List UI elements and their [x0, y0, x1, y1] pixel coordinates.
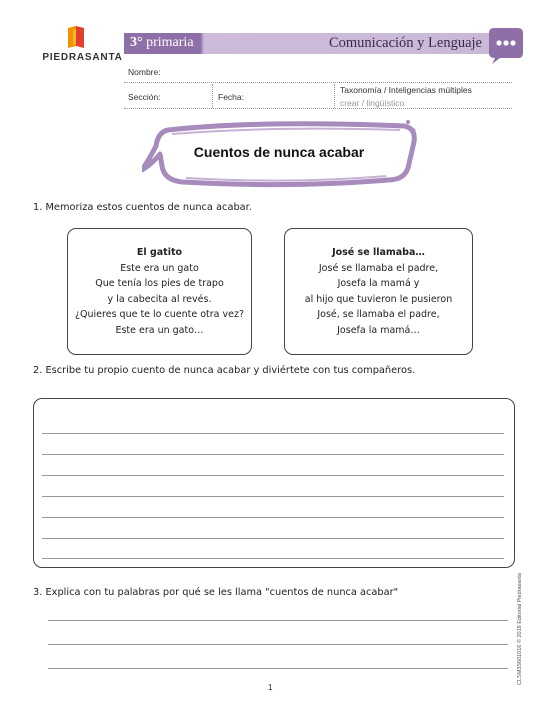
writing-line[interactable]	[42, 558, 504, 559]
question-3: 3. Explica con tu palabras por qué se les llama "cuentos de nunca acabar"	[33, 587, 399, 598]
story-line: Que tenía los pies de trapo	[95, 278, 224, 289]
section-date-field[interactable]	[124, 108, 512, 109]
name-field[interactable]	[124, 82, 512, 83]
story-line: Josefa la mamá…	[337, 324, 420, 336]
answer-line[interactable]	[48, 668, 508, 669]
writing-line[interactable]	[42, 433, 504, 434]
writing-line[interactable]	[42, 475, 504, 476]
grade-label: 3° primaria	[130, 35, 194, 50]
answer-line[interactable]	[48, 644, 508, 645]
story-line: José, se llamaba el padre,	[317, 309, 440, 320]
story-line: Josefa la mamá y	[337, 278, 420, 289]
story-line: al hijo que tuvieron le pusieron	[304, 293, 453, 305]
subject-label: Comunicación y Lenguaje	[328, 35, 482, 51]
writing-line[interactable]	[42, 538, 504, 539]
page-title: Cuentos de nunca acabar	[193, 144, 365, 160]
story-box-2	[284, 228, 473, 355]
form-divider	[334, 84, 335, 108]
story-title: El gatito	[136, 247, 183, 258]
story-line: José se llamaba el padre,	[318, 262, 439, 274]
story-line: y la cabecita al revés.	[107, 293, 212, 305]
question-1: 1. Memoriza estos cuentos de nunca acabar.	[33, 202, 252, 213]
story-line: ¿Quieres que te lo cuente otra vez?	[75, 309, 244, 320]
story-title: José se llamaba…	[332, 247, 425, 258]
page-number: 1	[268, 683, 273, 692]
chat-bubble-icon	[486, 25, 526, 65]
form-divider	[212, 84, 213, 108]
story-box-1	[67, 228, 252, 355]
date-label: Fecha:	[218, 92, 244, 102]
question-2: 2. Escribe tu propio cuento de nunca acabar y diviértete con tus compañeros.	[33, 365, 416, 376]
taxonomy-label: Taxonomía / Inteligencias múltiples	[340, 85, 472, 95]
publisher-logo	[40, 24, 125, 70]
story-line: Este era un gato…	[115, 324, 204, 336]
writing-line[interactable]	[42, 454, 504, 455]
book-logo-icon	[40, 24, 125, 52]
section-label: Sección:	[128, 92, 161, 102]
story-1	[68, 245, 251, 338]
writing-box[interactable]	[33, 398, 515, 568]
taxonomy-value: crear / lingüístico	[340, 98, 405, 108]
story-line: Este era un gato	[120, 262, 199, 274]
story-2	[285, 245, 472, 338]
answer-line[interactable]	[48, 620, 508, 621]
name-label: Nombre:	[128, 67, 161, 77]
copyright-side-text: CLSM3S601016 © 2018 Editorial Piedrasanta	[517, 573, 523, 685]
brand-name: PIEDRASANTA	[42, 52, 123, 63]
writing-line[interactable]	[42, 496, 504, 497]
writing-line[interactable]	[42, 517, 504, 518]
